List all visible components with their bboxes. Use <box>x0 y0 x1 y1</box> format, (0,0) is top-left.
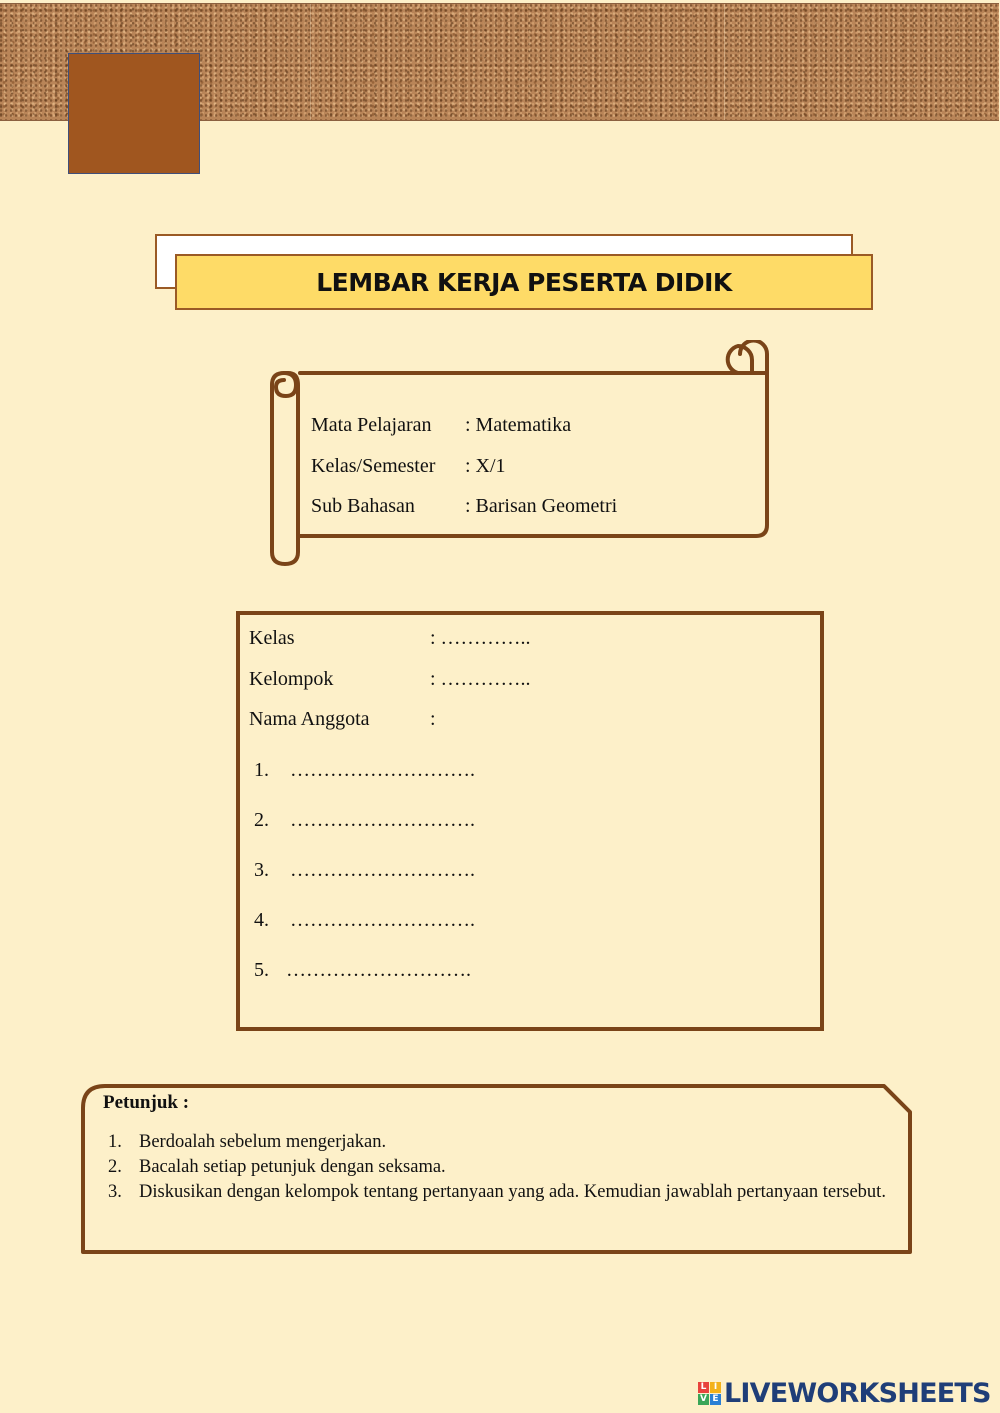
member-number: 1. <box>254 759 269 781</box>
sub-topic-label: Sub Bahasan <box>311 495 415 517</box>
member-blank-field[interactable]: ………………………. <box>290 859 475 881</box>
logo-grid-cell: L <box>698 1382 709 1393</box>
member-blank-field[interactable]: ………………………. <box>290 759 475 781</box>
nama-anggota-colon: : <box>430 708 436 730</box>
member-number: 2. <box>254 809 269 831</box>
member-blank-field[interactable]: ………………………. <box>290 909 475 931</box>
petunjuk-item <box>108 1180 898 1205</box>
cork-seam <box>724 4 725 120</box>
logo-grid-icon <box>698 1382 721 1405</box>
petunjuk-number: 2. <box>108 1157 122 1177</box>
member-number: 5. <box>254 959 269 981</box>
kelas-field[interactable]: : ………….. <box>430 627 531 649</box>
title-banner <box>175 254 873 310</box>
petunjuk-number: 3. <box>108 1182 122 1202</box>
logo-grid-cell: V <box>698 1394 709 1405</box>
class-semester-row <box>311 446 617 487</box>
member-item <box>254 909 475 932</box>
petunjuk-number: 1. <box>108 1132 122 1152</box>
logo-text: LIVEWORKSHEETS <box>724 1378 991 1409</box>
member-number: 3. <box>254 859 269 881</box>
class-semester-value: : X/1 <box>465 454 506 477</box>
kelas-row <box>249 627 531 650</box>
nama-anggota-row <box>249 708 436 731</box>
member-blank-field[interactable]: ………………………. <box>286 959 471 981</box>
petunjuk-text: Berdoalah sebelum mengerjakan. <box>139 1132 387 1152</box>
subject-row <box>311 405 617 446</box>
sub-topic-value: : Barisan Geometri <box>465 495 618 517</box>
member-item <box>254 859 475 882</box>
petunjuk-list <box>108 1130 898 1205</box>
member-number: 4. <box>254 909 269 931</box>
logo-grid-cell: I <box>710 1382 721 1393</box>
kelas-label: Kelas <box>249 627 295 649</box>
kelompok-row <box>249 668 531 691</box>
member-item <box>254 759 475 782</box>
class-semester-label: Kelas/Semester <box>311 454 436 477</box>
member-item <box>254 809 475 832</box>
logo-grid-cell: E <box>710 1394 721 1405</box>
header-brown-square <box>68 53 200 174</box>
subject-value: : Matematika <box>465 414 572 436</box>
subject-label: Mata Pelajaran <box>311 414 432 436</box>
subject-info <box>311 405 617 527</box>
page-title: LEMBAR KERJA PESERTA DIDIK <box>316 267 732 297</box>
cork-seam <box>310 4 311 120</box>
sub-topic-row <box>311 486 617 527</box>
liveworksheets-logo[interactable] <box>698 1378 991 1409</box>
nama-anggota-label: Nama Anggota <box>249 708 370 730</box>
member-blank-field[interactable]: ………………………. <box>290 809 475 831</box>
petunjuk-text: Diskusikan dengan kelompok tentang pertanyaan yang ada. Kemudian jawablah pertanyaan tersebut. <box>139 1182 886 1202</box>
kelompok-label: Kelompok <box>249 668 334 690</box>
petunjuk-item <box>108 1155 898 1180</box>
petunjuk-text: Bacalah setiap petunjuk dengan seksama. <box>139 1157 446 1177</box>
petunjuk-title: Petunjuk : <box>103 1092 190 1113</box>
member-item <box>254 959 471 982</box>
kelompok-field[interactable]: : ………….. <box>430 668 531 690</box>
petunjuk-item <box>108 1130 898 1155</box>
